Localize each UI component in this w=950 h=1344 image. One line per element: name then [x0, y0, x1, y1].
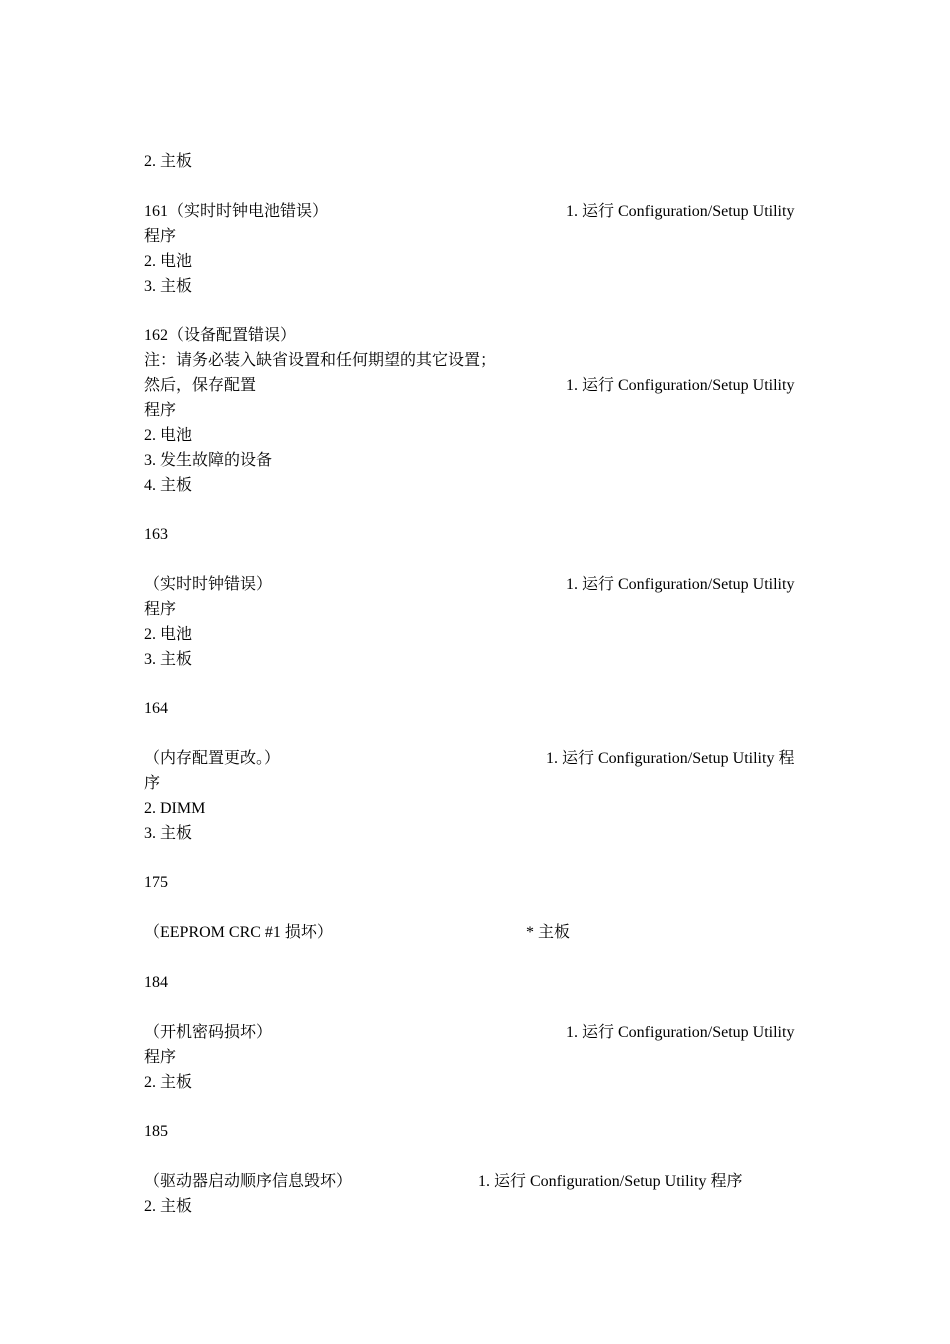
text-line: 序 [144, 775, 161, 792]
action-text: 1. 运行 Configuration/Setup Utility 程 [546, 750, 795, 767]
text-line: 2. 电池 [144, 626, 193, 643]
error-description: （EEPROM CRC #1 损坏） [144, 924, 333, 941]
error-description: （开机密码损坏） [144, 1024, 273, 1041]
action-text: 1. 运行 Configuration/Setup Utility 程序 [478, 1173, 743, 1190]
text-line: 3. 主板 [144, 825, 193, 842]
error-description: （驱动器启动顺序信息毁坏） [144, 1173, 353, 1190]
text-line: 然后，保存配置 [144, 377, 257, 394]
error-code-161: 161（实时时钟电池错误） [144, 203, 329, 220]
action-text: * 主板 [526, 924, 571, 941]
text-line: 程序 [144, 601, 177, 618]
note-text: 注：请务必装入缺省设置和任何期望的其它设置； [144, 352, 497, 369]
text-line: 2. 电池 [144, 253, 193, 270]
text-line: 2. 主板 [144, 1074, 193, 1091]
text-line: 3. 主板 [144, 651, 193, 668]
text-line: 2. DIMM [144, 800, 206, 817]
error-code-185: 185 [144, 1123, 168, 1140]
error-code-163: 163 [144, 526, 168, 543]
action-text: 1. 运行 Configuration/Setup Utility [566, 203, 795, 220]
text-line: 程序 [144, 402, 177, 419]
text-line: 程序 [144, 228, 177, 245]
text-line: 3. 主板 [144, 278, 193, 295]
text-line: 程序 [144, 1049, 177, 1066]
action-text: 1. 运行 Configuration/Setup Utility [566, 576, 795, 593]
error-code-175: 175 [144, 874, 168, 891]
error-description: （内存配置更改。） [144, 750, 281, 767]
error-description: （实时时钟错误） [144, 576, 273, 593]
error-code-164: 164 [144, 700, 168, 717]
action-text: 1. 运行 Configuration/Setup Utility [566, 377, 795, 394]
text-line: 2. 主板 [144, 1198, 193, 1215]
error-code-184: 184 [144, 974, 168, 991]
text-line: 3. 发生故障的设备 [144, 452, 273, 469]
action-text: 1. 运行 Configuration/Setup Utility [566, 1024, 795, 1041]
text-line: 2. 主板 [144, 153, 193, 170]
text-line: 2. 电池 [144, 427, 193, 444]
error-code-162: 162（设备配置错误） [144, 327, 297, 344]
text-line: 4. 主板 [144, 477, 193, 494]
